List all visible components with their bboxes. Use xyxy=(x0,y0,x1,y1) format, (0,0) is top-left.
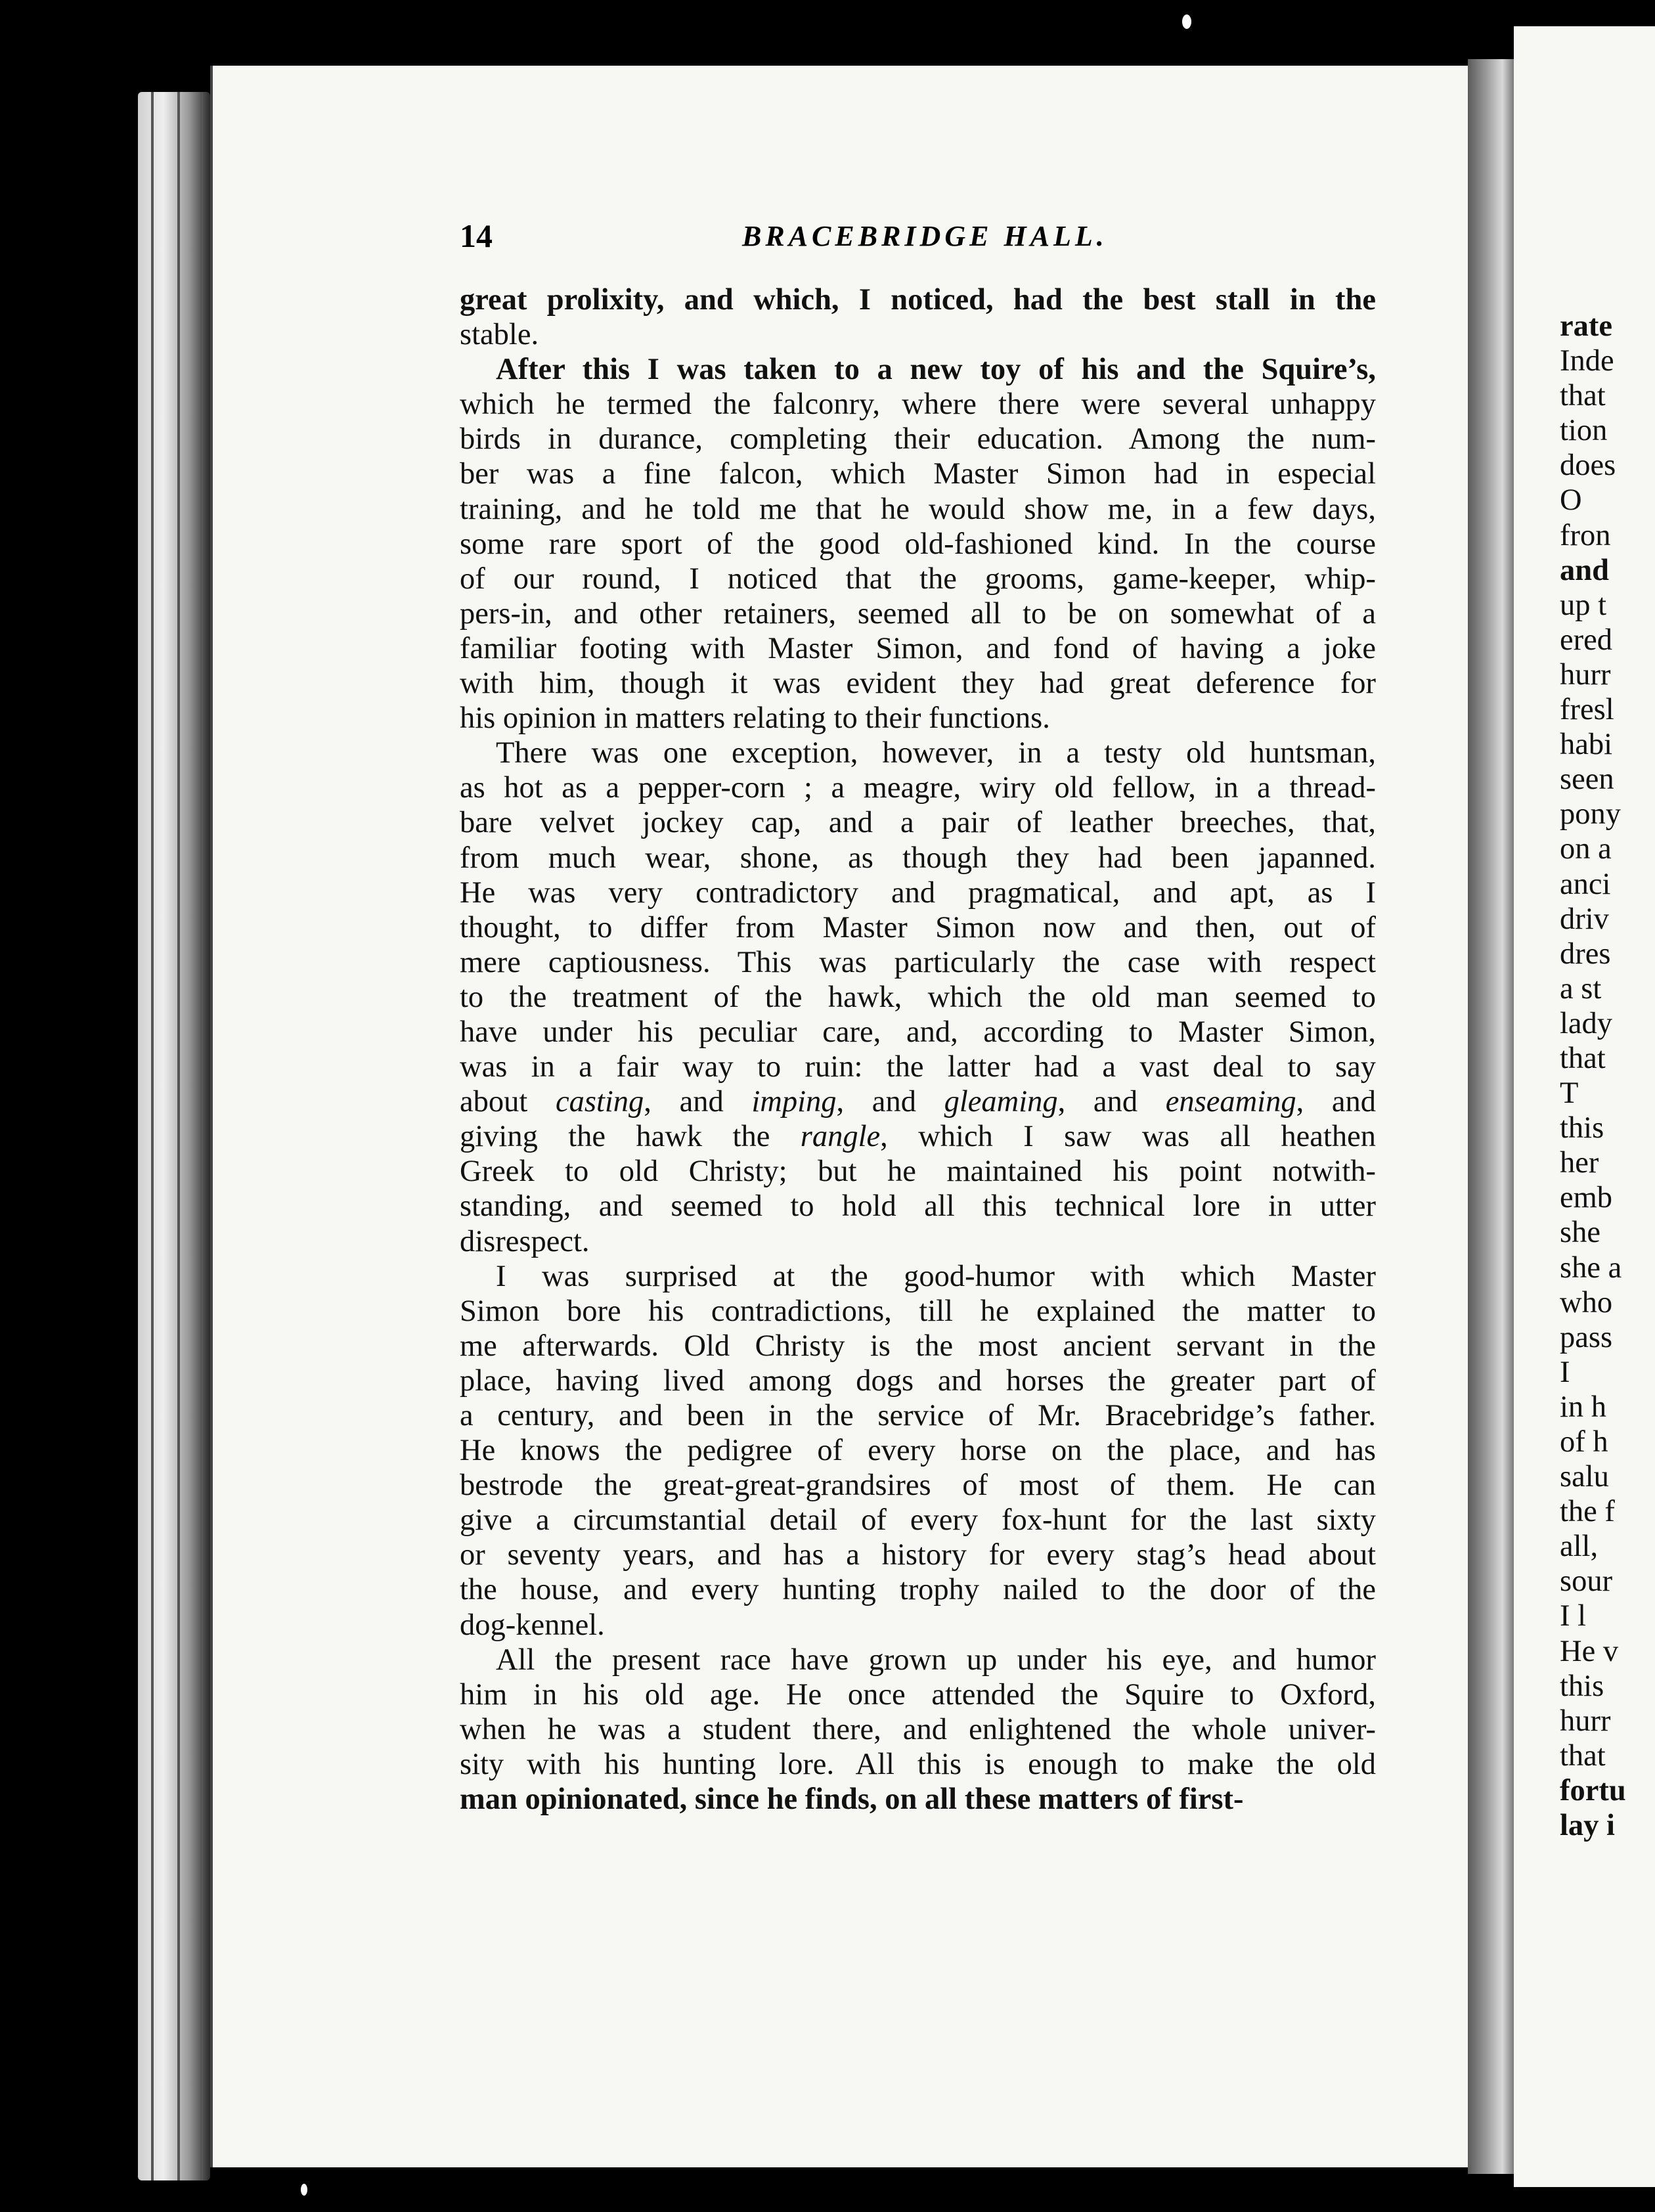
facing-page-text xyxy=(1560,309,1655,1843)
facing-text-line: on a xyxy=(1560,832,1612,866)
facing-text-line: lady xyxy=(1560,1006,1613,1040)
facing-text-line: T xyxy=(1560,1076,1579,1111)
text-line: give a circumstantial detail of every fox-hunt for the last sixty xyxy=(460,1503,1376,1537)
text-line: stable. xyxy=(460,318,539,352)
facing-text-line: sour xyxy=(1560,1564,1613,1599)
facing-text-line: salu xyxy=(1560,1460,1609,1494)
text-line: or seventy years, and has a history for every stag’s head about xyxy=(460,1538,1376,1572)
text-line: of our round, I noticed that the grooms, game-keeper, whip- xyxy=(460,562,1376,596)
facing-text-line: lay i xyxy=(1560,1809,1615,1843)
text-line: All the present race have grown up under his eye, and humor xyxy=(496,1643,1376,1677)
facing-text-line: who xyxy=(1560,1285,1613,1319)
running-head xyxy=(460,217,1471,256)
facing-text-line: fortu xyxy=(1560,1773,1626,1807)
facing-text-line: I xyxy=(1560,1355,1570,1389)
facing-text-line: He v xyxy=(1560,1634,1619,1668)
text-line: Simon bore his contradictions, till he explained the matter to xyxy=(460,1294,1376,1328)
text-line: great prolixity, and which, I noticed, had the best stall in the xyxy=(460,283,1376,317)
text-line: as hot as a pepper-corn ; a meagre, wiry old fellow, in a thread- xyxy=(460,771,1376,805)
text-line: mere captiousness. This was particularly the case with respect xyxy=(460,945,1376,979)
facing-text-line: driv xyxy=(1560,902,1609,936)
facing-text-line: ered xyxy=(1560,623,1613,657)
text-line: with him, though it was evident they had great deference for xyxy=(460,667,1376,701)
facing-text-line: habi xyxy=(1560,728,1613,762)
text-line: the house, and every hunting trophy nailed to the door of the xyxy=(460,1573,1376,1607)
facing-text-line: anci xyxy=(1560,867,1611,901)
page-gutter xyxy=(1468,59,1514,2174)
text-line: a century, and been in the service of Mr. Bracebridge’s father. xyxy=(460,1399,1376,1432)
text-line: place, having lived among dogs and horses the greater part of xyxy=(460,1363,1376,1398)
facing-text-line: she xyxy=(1560,1216,1600,1250)
facing-text-line: does xyxy=(1560,449,1616,483)
facing-text-line: that xyxy=(1560,1738,1606,1773)
text-line: training, and he told me that he would show me, in a few days, xyxy=(460,492,1376,526)
scan-speck xyxy=(301,2184,307,2196)
text-line: him in his old age. He once attended the Squire to Oxford, xyxy=(460,1677,1376,1712)
text-line: from much wear, shone, as though they had been japanned. xyxy=(460,841,1376,875)
text-line: standing, and seemed to hold all this technical lore in utter xyxy=(460,1189,1376,1224)
facing-text-line: pass xyxy=(1560,1320,1613,1354)
facing-text-line: dres xyxy=(1560,937,1611,971)
text-line: was in a fair way to ruin: the latter had a vast deal to say xyxy=(460,1050,1376,1084)
text-line: when he was a student there, and enlightened the whole univer- xyxy=(460,1712,1376,1746)
facing-text-line: hurr xyxy=(1560,657,1611,692)
text-line: pers-in, and other retainers, seemed all to be on somewhat of a xyxy=(460,596,1376,630)
text-line: disrespect. xyxy=(460,1224,590,1258)
text-line: I was surprised at the good-humor with which Master xyxy=(496,1259,1376,1293)
text-line: about casting, and imping, and gleaming, and enseaming, and xyxy=(460,1085,1377,1119)
facing-text-line: of h xyxy=(1560,1425,1608,1459)
text-line: have under his peculiar care, and, according to Master Simon, xyxy=(460,1015,1376,1049)
text-line: his opinion in matters relating to their functions. xyxy=(460,701,1050,736)
facing-text-line: fron xyxy=(1560,518,1611,552)
text-line: dog-kennel. xyxy=(460,1608,605,1642)
facing-text-line: seen xyxy=(1560,763,1614,797)
text-line: He knows the pedigree of every horse on the place, and has xyxy=(460,1434,1376,1468)
facing-text-line: her xyxy=(1560,1146,1599,1180)
facing-text-line: in h xyxy=(1560,1390,1607,1424)
running-title: BRACEBRIDGE HALL. xyxy=(742,220,1108,252)
text-line: me afterwards. Old Christy is the most ancient servant in the xyxy=(460,1329,1376,1363)
facing-text-line: Inde xyxy=(1560,344,1614,378)
text-line: to the treatment of the hawk, which the old man seemed to xyxy=(460,980,1376,1014)
facing-text-line: emb xyxy=(1560,1181,1613,1215)
facing-text-line: all, xyxy=(1560,1530,1599,1564)
text-line: familiar footing with Master Simon, and fond of having a joke xyxy=(460,631,1376,665)
text-line: man opinionated, since he finds, on all these matters of first- xyxy=(460,1782,1244,1817)
facing-text-line: that xyxy=(1560,1041,1606,1075)
facing-text-line: the f xyxy=(1560,1495,1615,1529)
facing-text-line: that xyxy=(1560,379,1606,413)
text-line: thought, to differ from Master Simon now and then, out of xyxy=(460,910,1376,944)
text-line: There was one exception, however, in a testy old huntsman, xyxy=(496,736,1376,770)
facing-text-line: tion xyxy=(1560,414,1608,448)
facing-text-line: fresl xyxy=(1560,693,1614,727)
facing-text-line: up t xyxy=(1560,588,1607,622)
facing-text-line: I l xyxy=(1560,1599,1587,1633)
facing-text-line: and xyxy=(1560,553,1609,587)
body-text xyxy=(460,282,1376,1817)
text-line: Greek to old Christy; but he maintained his point notwith- xyxy=(460,1155,1376,1189)
text-line: After this I was taken to a new toy of his and the Squire’s, xyxy=(496,353,1376,387)
text-line: sity with his hunting lore. All this is enough to make the old xyxy=(460,1747,1376,1781)
facing-text-line: hurr xyxy=(1560,1704,1611,1738)
page-number: 14 xyxy=(460,217,493,254)
facing-text-line: rate xyxy=(1560,309,1613,343)
text-line: He was very contradictory and pragmatical, and apt, as I xyxy=(460,875,1376,910)
scan-speck xyxy=(1182,14,1191,29)
book-left-edge xyxy=(138,92,210,2180)
text-line: some rare sport of the good old-fashioned kind. In the course xyxy=(460,527,1376,561)
text-line: giving the hawk the rangle, which I saw was all heathen xyxy=(460,1120,1376,1154)
facing-text-line: a st xyxy=(1560,971,1602,1006)
facing-text-line: she a xyxy=(1560,1250,1622,1285)
text-line: bare velvet jockey cap, and a pair of leather breeches, that, xyxy=(460,806,1376,840)
facing-page xyxy=(1514,26,1655,2187)
text-line: birds in durance, completing their education. Among the num- xyxy=(460,422,1376,456)
facing-text-line: pony xyxy=(1560,797,1621,831)
facing-text-line: O xyxy=(1560,483,1582,518)
text-line: ber was a fine falcon, which Master Simon had in especial xyxy=(460,457,1376,491)
facing-text-line: this xyxy=(1560,1669,1604,1703)
text-line: which he termed the falconry, where there were several unhappy xyxy=(460,387,1376,422)
text-line: bestrode the great-great-grandsires of most of them. He can xyxy=(460,1469,1376,1503)
facing-text-line: this xyxy=(1560,1111,1604,1145)
